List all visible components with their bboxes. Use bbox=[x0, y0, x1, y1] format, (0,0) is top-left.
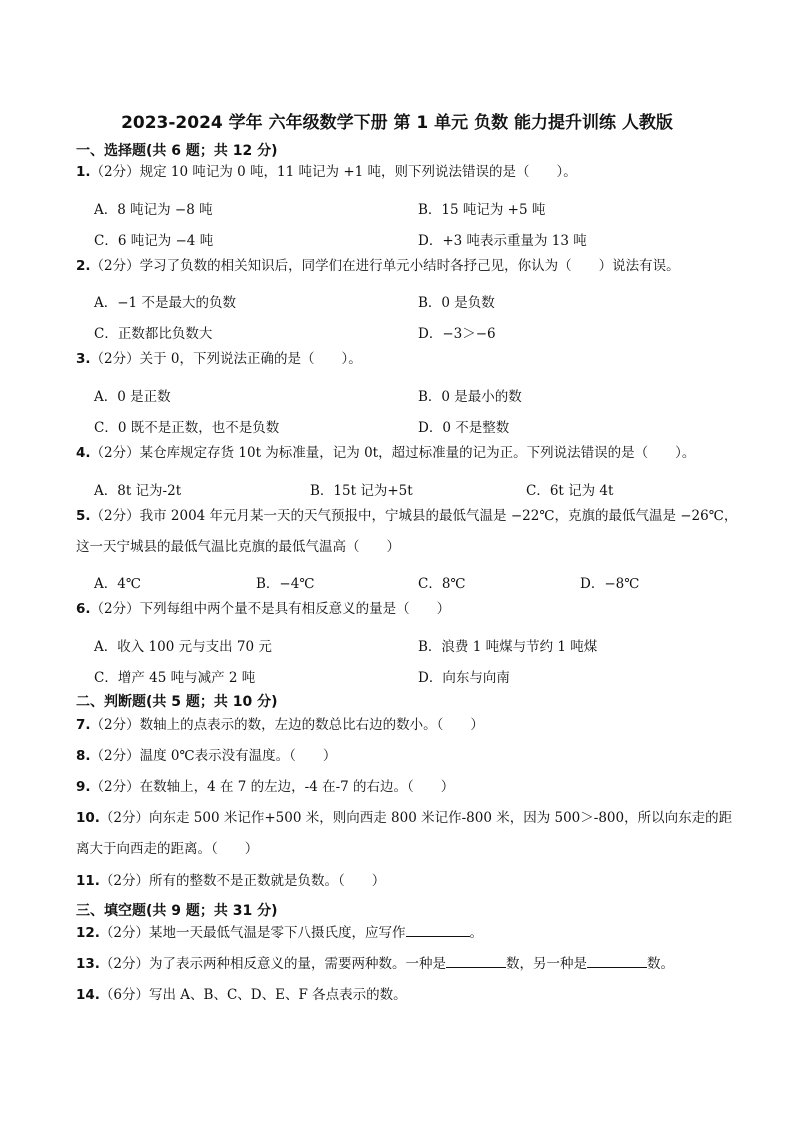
answer-blank[interactable] bbox=[406, 922, 470, 937]
question-number: 6. bbox=[76, 601, 91, 617]
question-number: 5. bbox=[76, 508, 91, 524]
question-number: 9. bbox=[76, 779, 91, 795]
question-tail: 。 bbox=[469, 925, 484, 941]
option-d: D．0 不是整数 bbox=[418, 420, 510, 436]
question-text: （2分）某仓库规定存货 10t 为标准量，记为 0t，超过标准量的记为正。下列说法错误的是（ ）。 bbox=[90, 445, 696, 461]
option-c: C．6t 记为 4t bbox=[526, 483, 614, 499]
option-c: C．0 既不是正数，也不是负数 bbox=[94, 420, 280, 436]
question-text: （2分）所有的整数不是正数就是负数。（ ） bbox=[99, 873, 386, 889]
question-mid: 数，另一种是 bbox=[506, 956, 588, 972]
question-number: 7. bbox=[76, 717, 91, 733]
question-7 bbox=[76, 710, 744, 741]
question-tail: 数。 bbox=[647, 956, 675, 972]
question-text: （2分）我市 2004 年元月某一天的天气预报中，宁城县的最低气温是 −22℃，克旗的最低气温是 −26℃，这一天宁城县的最低气温比克旗的最低气温高（ ） bbox=[76, 508, 738, 555]
question-12 bbox=[76, 918, 744, 949]
option-c: C．8℃ bbox=[418, 576, 466, 592]
section-heading-judgement: 二、判断题(共 5 题；共 10 分) bbox=[76, 694, 278, 710]
question-number: 14. bbox=[76, 987, 100, 1003]
answer-blank[interactable] bbox=[446, 953, 506, 968]
question-text: （2分）某地一天最低气温是零下八摄氏度，应写作 bbox=[99, 925, 406, 941]
question-6 bbox=[76, 594, 744, 625]
option-b: B．浪费 1 吨煤与节约 1 吨煤 bbox=[418, 639, 598, 655]
option-a: A．4℃ bbox=[94, 576, 141, 592]
option-b: B．0 是负数 bbox=[418, 295, 495, 311]
question-text: （2分）为了表示两种相反意义的量，需要两种数。一种是 bbox=[99, 956, 447, 972]
option-b: B．−4℃ bbox=[256, 576, 315, 592]
option-d: D．−8℃ bbox=[580, 576, 640, 592]
question-text: （2分）在数轴上，4 在 7 的左边，-4 在-7 的右边。（ ） bbox=[90, 779, 455, 795]
question-number: 11. bbox=[76, 873, 100, 889]
option-c: C．正数都比负数大 bbox=[94, 326, 213, 342]
option-a: A．8t 记为-2t bbox=[94, 483, 182, 499]
option-a: A．收入 100 元与支出 70 元 bbox=[94, 639, 272, 655]
question-10 bbox=[76, 803, 744, 865]
option-b: B．15t 记为+5t bbox=[310, 483, 413, 499]
question-number: 3. bbox=[76, 351, 91, 367]
question-14 bbox=[76, 980, 744, 1011]
question-2 bbox=[76, 251, 744, 282]
page-title: 2023-2024 学年 六年级数学下册 第 1 单元 负数 能力提升训练 人教版 bbox=[121, 113, 673, 133]
question-text: （6分）写出 A、B、C、D、E、F 各点表示的数。 bbox=[99, 987, 407, 1003]
question-text: （2分）数轴上的点表示的数，左边的数总比右边的数小。（ ） bbox=[90, 717, 484, 733]
question-4 bbox=[76, 438, 744, 469]
question-3 bbox=[76, 344, 744, 375]
answer-blank[interactable] bbox=[587, 953, 647, 968]
question-1 bbox=[76, 157, 744, 188]
question-11 bbox=[76, 866, 744, 897]
question-5 bbox=[76, 501, 744, 563]
question-number: 4. bbox=[76, 445, 91, 461]
option-a: A．8 吨记为 −8 吨 bbox=[94, 202, 213, 218]
option-a: A．−1 不是最大的负数 bbox=[94, 295, 236, 311]
question-text: （2分）温度 0℃表示没有温度。（ ） bbox=[90, 748, 337, 764]
option-d: D．+3 吨表示重量为 13 吨 bbox=[418, 233, 587, 249]
question-number: 2. bbox=[76, 258, 91, 274]
option-d: D．向东与向南 bbox=[418, 670, 510, 686]
question-number: 10. bbox=[76, 810, 100, 826]
question-8 bbox=[76, 741, 744, 772]
option-b: B．15 吨记为 +5 吨 bbox=[418, 202, 546, 218]
question-text: （2分）关于 0，下列说法正确的是（ ）。 bbox=[90, 351, 362, 367]
question-9 bbox=[76, 772, 744, 803]
question-text: （2分）下列每组中两个量不是具有相反意义的量是（ ） bbox=[90, 601, 451, 617]
question-text: （2分）规定 10 吨记为 0 吨，11 吨记为 +1 吨，则下列说法错误的是（ ）。 bbox=[90, 164, 577, 180]
option-c: C．6 吨记为 −4 吨 bbox=[94, 233, 214, 249]
question-13 bbox=[76, 949, 744, 980]
option-c: C．增产 45 吨与减产 2 吨 bbox=[94, 670, 256, 686]
section-heading-choice: 一、选择题(共 6 题；共 12 分) bbox=[76, 143, 278, 159]
option-b: B．0 是最小的数 bbox=[418, 389, 522, 405]
option-a: A．0 是正数 bbox=[94, 389, 171, 405]
question-text: （2分）学习了负数的相关知识后，同学们在进行单元小结时各抒己见，你认为（ ）说法有误。 bbox=[90, 258, 680, 274]
question-text: （2分）向东走 500 米记作+500 米，则向西走 800 米记作-800 米，因为 500＞-800，所以向东走的距离大于向西走的距离。（ ） bbox=[76, 810, 733, 857]
question-number: 1. bbox=[76, 164, 91, 180]
section-heading-fill-in: 三、填空题(共 9 题；共 31 分) bbox=[76, 903, 278, 919]
option-d: D．−3＞−6 bbox=[418, 326, 496, 342]
question-number: 13. bbox=[76, 956, 100, 972]
question-number: 8. bbox=[76, 748, 91, 764]
question-number: 12. bbox=[76, 925, 100, 941]
